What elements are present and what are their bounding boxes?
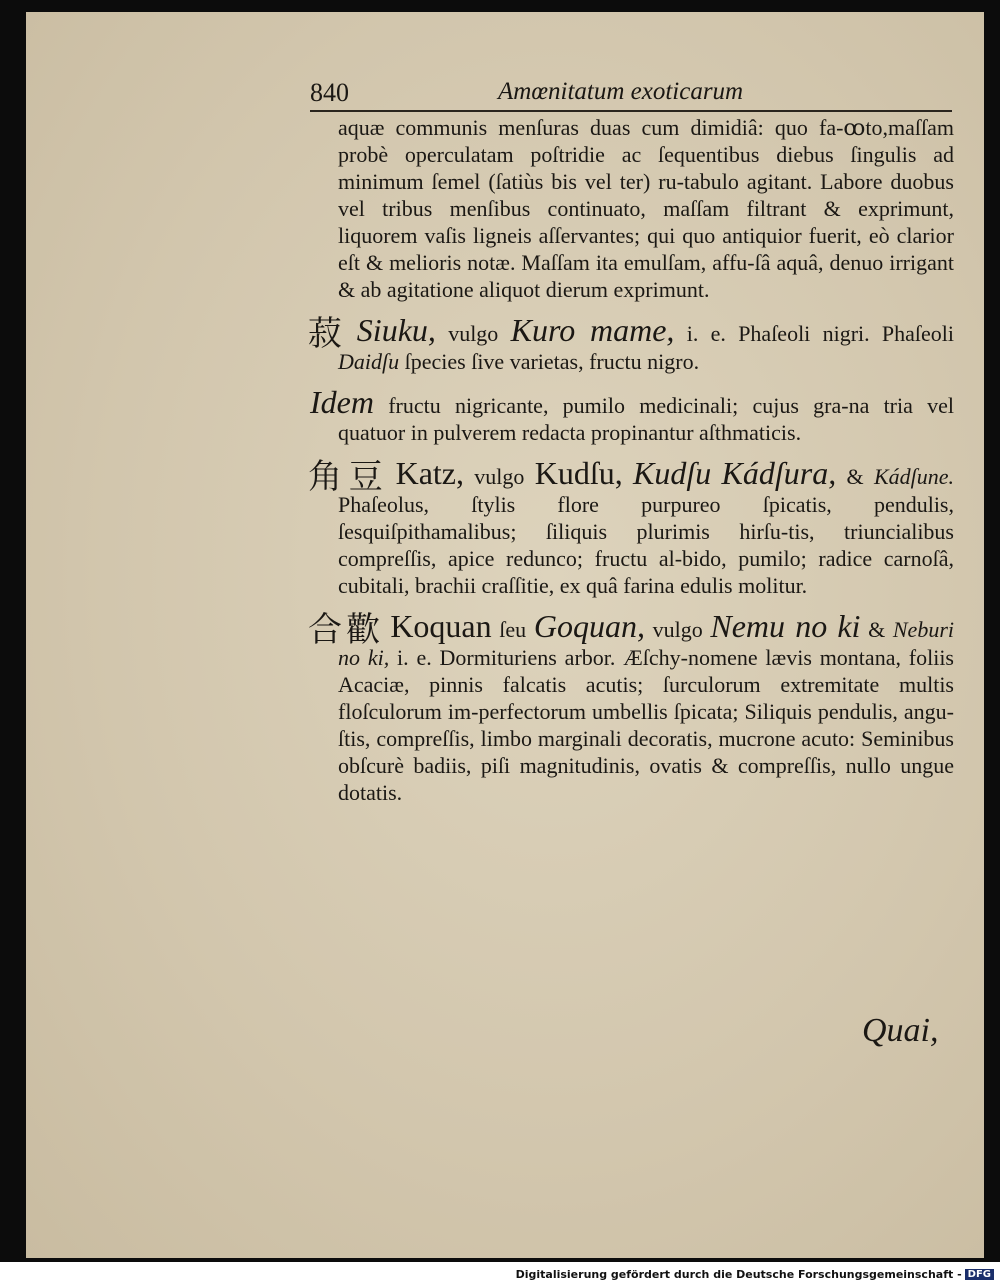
vulgar-name-4: Kádſune. bbox=[873, 464, 955, 489]
entry-text-2: ſpecies ſive varietas, fructu nigro. bbox=[404, 349, 700, 374]
text-block bbox=[308, 114, 955, 820]
footer-text: Digitalisierung gefördert durch die Deutsche Forschungsgemeinschaft - bbox=[515, 1268, 962, 1281]
vulgo-label: vulgo bbox=[474, 464, 525, 489]
entry-text: Phaſeolus, ſtylis flore purpureo ſpicatis, pendulis, ſesquiſpithamalibus; ſiliquis plurimis hirſu-tis, triuncialibus compreſſis, apice redunco; fructu al-bido, pumilo; radice carnoſâ, cubitali, brachii craſſitie, ex quâ farina edulis molitur. bbox=[338, 492, 954, 598]
entry-siuku bbox=[308, 312, 955, 375]
vulgo-label: vulgo bbox=[652, 617, 703, 642]
vulgar-name-1: Nemu no ki bbox=[710, 608, 861, 644]
catchword: Quai, bbox=[862, 1012, 939, 1049]
ampersand: & bbox=[846, 464, 864, 489]
running-head bbox=[310, 74, 952, 110]
idem-word: Idem bbox=[310, 384, 374, 420]
seu-label: ſeu bbox=[499, 617, 527, 642]
vulgar-name-2: Kudſu bbox=[633, 455, 712, 491]
page-number: 840 bbox=[310, 78, 349, 107]
entry-katz bbox=[308, 455, 955, 599]
entry-text: i. e. Dormituriens arbor. Æſchy-nomene lævis montana, foliis Acaciæ, pinnis falcatis acutis; ſurculorum extremitate multis floſculorum im-perfectorum umbellis ſpicata; Siliquis pendulis, angu-ſtis, compreſſis, limbo marginali decoratis, mucrone acuto: Seminibus obſcurè badiis, piſi magnitudinis, ovatis & compreſſis, nullo ungue dotatis. bbox=[338, 645, 954, 805]
dfg-logo: DFG bbox=[965, 1269, 994, 1280]
entry-name-2: Goquan, bbox=[533, 608, 645, 644]
entry-name: Koquan bbox=[390, 608, 492, 644]
vulgar-name: Kuro mame, bbox=[510, 312, 675, 348]
vulgar-name-3: Kádſura, bbox=[721, 455, 837, 491]
paragraph-1: aquæ communis menſuras duas cum dimidiâ: quo fa-ꝏto,maſſam probè operculatam poſtridie ac ſequentibus diebus ſingulis ad minimum ſemel (ſatiùs bis vel ter) ru-tabulo agitant. Labore duobus vel tribus menſibus continuato, maſſam filtrant & exprimunt, liquorem vaſis ligneis aſſervantes; qui quo antiquior fuerit, eò clarior eſt & melioris notæ. Maſſam ita emulſam, affu-ſâ aquâ, denuo irrigant & ab agitatione aliquot dierum exprimunt. bbox=[338, 115, 954, 302]
entry-text: fructu nigricante, pumilo medicinali; cujus gra-na tria vel quatuor in pulverem redacta propinantur aſthmaticis. bbox=[338, 393, 955, 445]
kanji-siuku: 菽 bbox=[308, 314, 351, 354]
entry-italic: Daidſu bbox=[338, 349, 400, 374]
vulgar-name-2: Neburi no ki, bbox=[338, 617, 954, 670]
entry-name: Katz, bbox=[395, 455, 464, 491]
footer-credit bbox=[516, 1268, 994, 1281]
entry-text: i. e. Phaſeoli nigri. Phaſeoli bbox=[686, 321, 955, 346]
running-title: Amœnitatum exoticarum bbox=[498, 78, 744, 105]
vulgo-label: vulgo bbox=[448, 321, 499, 346]
entry-idem bbox=[310, 384, 955, 446]
kanji-koquan: 合歡 bbox=[308, 610, 385, 650]
vulgar-name-1: Kudſu, bbox=[534, 455, 623, 491]
entry-name: Siuku, bbox=[356, 312, 436, 348]
kanji-katz: 角豆 bbox=[308, 457, 390, 497]
head-rule bbox=[310, 110, 952, 112]
entry-koquan bbox=[308, 608, 954, 806]
ampersand: & bbox=[868, 617, 886, 642]
